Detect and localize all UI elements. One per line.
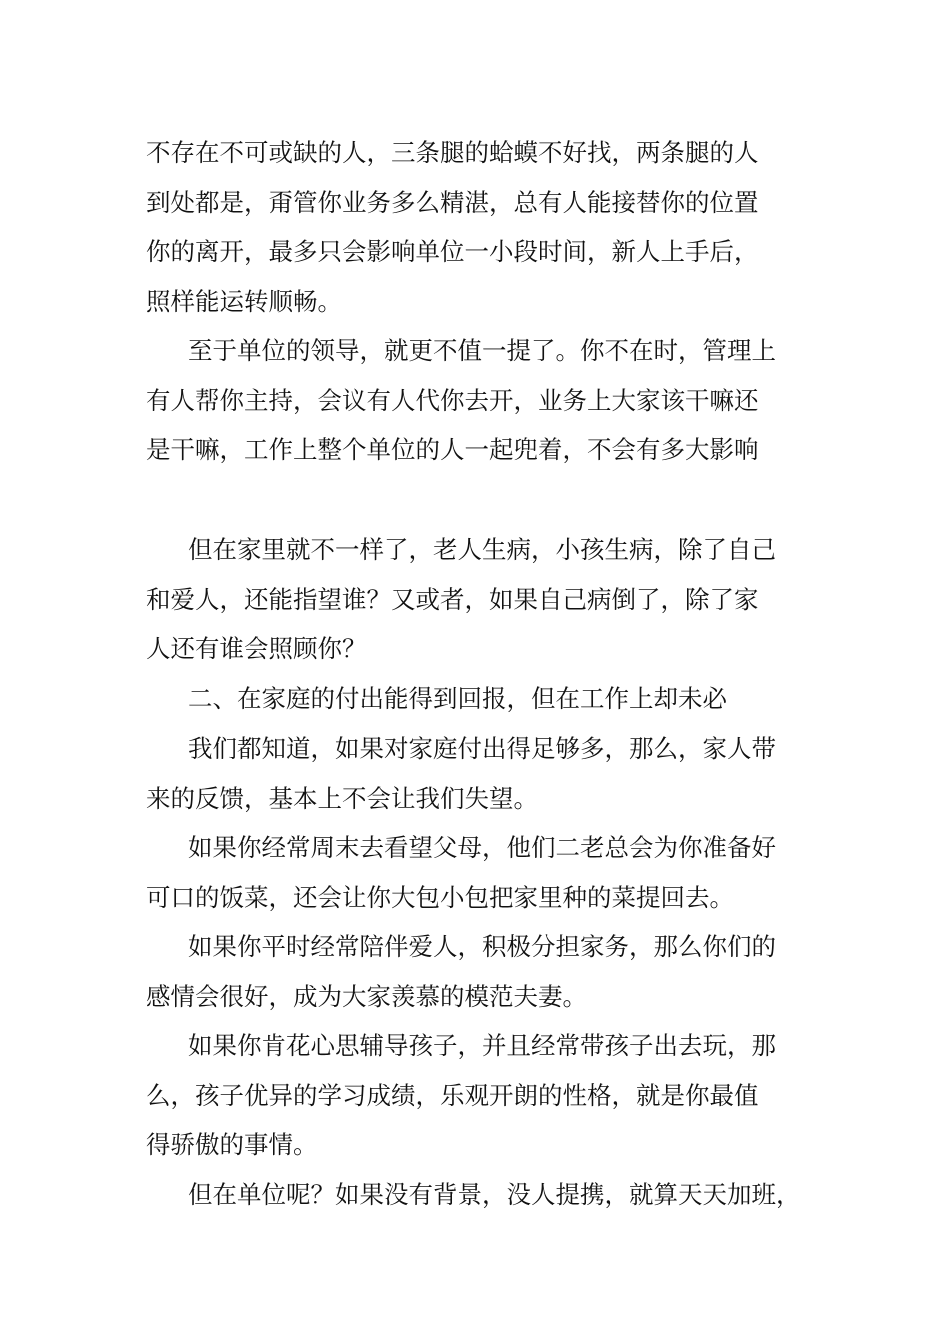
text-line: 感情会很好，成为大家羡慕的模范夫妻。 [146, 981, 587, 1011]
text-line: 如果你经常周末去看望父母，他们二老总会为你准备好 [188, 833, 776, 862]
text-line: 但在家里就不一样了，老人生病，小孩生病，除了自己 [188, 535, 776, 564]
text-line: 来的反馈，基本上不会让我们失望。 [146, 783, 538, 813]
paragraph-irreplaceable [146, 128, 759, 326]
text-line: 到处都是，甭管你业务多么精湛，总有人能接替你的位置 [146, 187, 759, 217]
text-line: 有人帮你主持，会议有人代你去开，业务上大家该干嘛还 [146, 385, 759, 415]
text-line: 得骄傲的事情。 [146, 1130, 318, 1159]
text-line: 可口的饭菜，还会让你大包小包把家里种的菜提回去。 [146, 882, 734, 912]
text-line: 你的离开，最多只会影响单位一小段时间，新人上手后， [146, 237, 759, 266]
section-heading-two [188, 674, 727, 724]
text-line: 如果你平时经常陪伴爱人，积极分担家务，那么你们的 [188, 932, 776, 961]
text-line: 但在单位呢？如果没有背景，没人提携，就算天天加班， [188, 1180, 801, 1209]
text-line: 是干嘛，工作上整个单位的人一起兜着，不会有多大影响 [146, 435, 759, 464]
text-line: 不存在不可或缺的人，三条腿的蛤蟆不好找，两条腿的人 [146, 138, 759, 167]
paragraph-children [146, 1021, 776, 1170]
paragraph-family-illness [146, 525, 776, 674]
text-line: 么，孩子优异的学习成绩，乐观开朗的性格，就是你最值 [146, 1080, 759, 1110]
heading-line: 二、在家庭的付出能得到回报，但在工作上却未必 [188, 684, 727, 713]
text-line: 至于单位的领导，就更不值一提了。你不在时，管理上 [188, 336, 776, 365]
paragraph-leaders [146, 326, 776, 475]
text-line: 我们都知道，如果对家庭付出得足够多，那么，家人带 [188, 734, 776, 763]
text-line: 如果你肯花心思辅导孩子，并且经常带孩子出去玩，那 [188, 1031, 776, 1060]
paragraph-parents [146, 823, 776, 922]
text-line: 和爱人，还能指望谁？又或者，如果自己病倒了，除了家 [146, 584, 759, 614]
text-line: 照样能运转顺畅。 [146, 286, 342, 316]
text-line: 人还有谁会照顾你？ [146, 634, 367, 663]
paragraph-family-feedback [146, 724, 776, 823]
paragraph-spouse [146, 922, 776, 1021]
paragraph-workplace [188, 1170, 801, 1220]
